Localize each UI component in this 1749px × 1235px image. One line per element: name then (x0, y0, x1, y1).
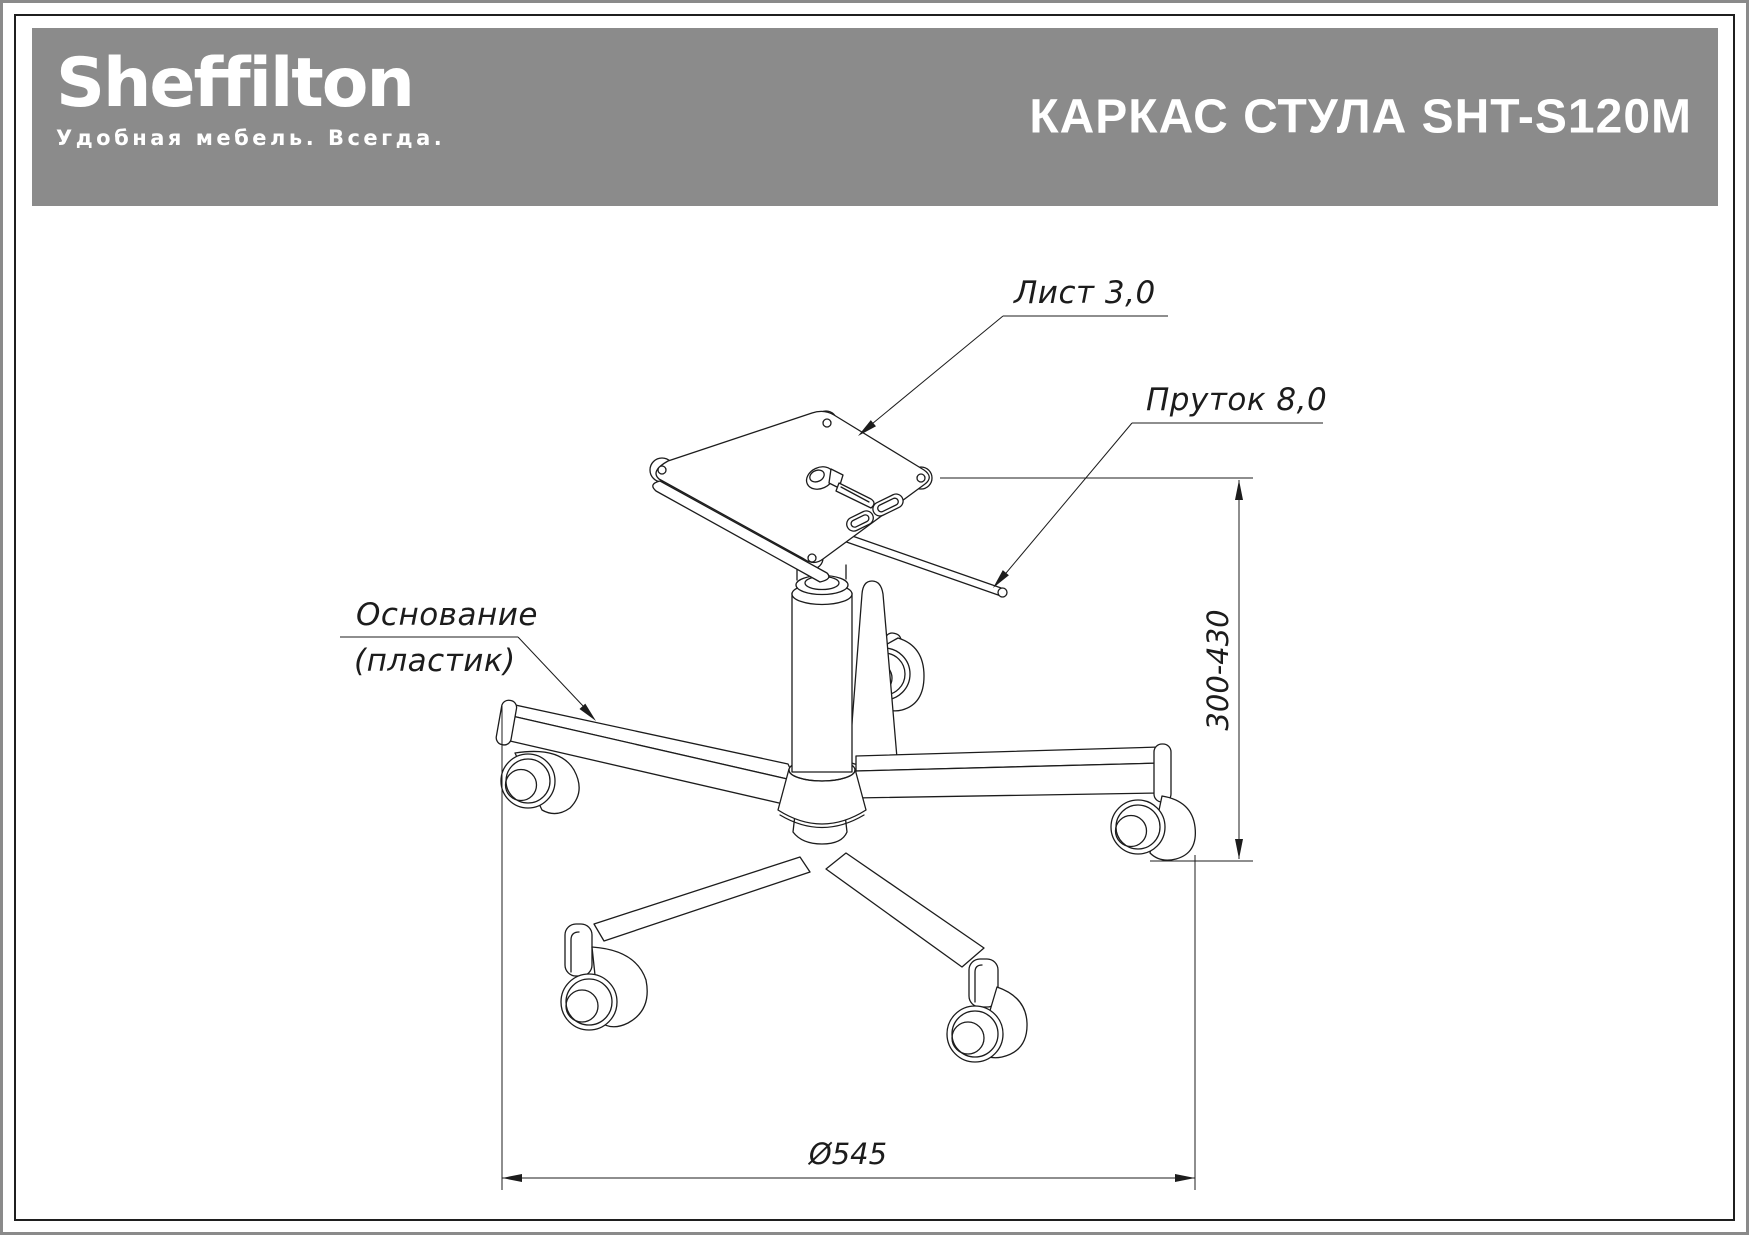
callout-rod (993, 382, 1327, 588)
base-leg-right (854, 744, 1171, 802)
callout-sheet (858, 275, 1168, 436)
gas-lift-cylinder (789, 565, 855, 781)
gas-lift-lever (849, 581, 897, 766)
base-diameter-dim-text: Ø545 (808, 1137, 888, 1171)
callout-rod-text: Пруток 8,0 (1146, 382, 1328, 418)
dimension-height-range (940, 478, 1253, 861)
callout-base (340, 597, 596, 721)
callout-base-text-line1: Основание (356, 597, 538, 633)
brand-tagline: Удобная мебель. Всегда. (56, 126, 446, 150)
callout-sheet-text: Лист 3,0 (1014, 275, 1156, 311)
callout-base-text-line2: (пластик) (354, 643, 516, 679)
caster-right (1111, 796, 1195, 860)
rod (835, 531, 1007, 597)
page-title: КАРКАС СТУЛА SHT-S120M (1029, 90, 1692, 144)
brand-logo-text: Sheffilton (56, 44, 413, 123)
base-leg-lower-right (826, 853, 998, 1007)
caster-upper-left (501, 751, 579, 813)
height-range-dim-text: 300-430 (1201, 609, 1235, 731)
